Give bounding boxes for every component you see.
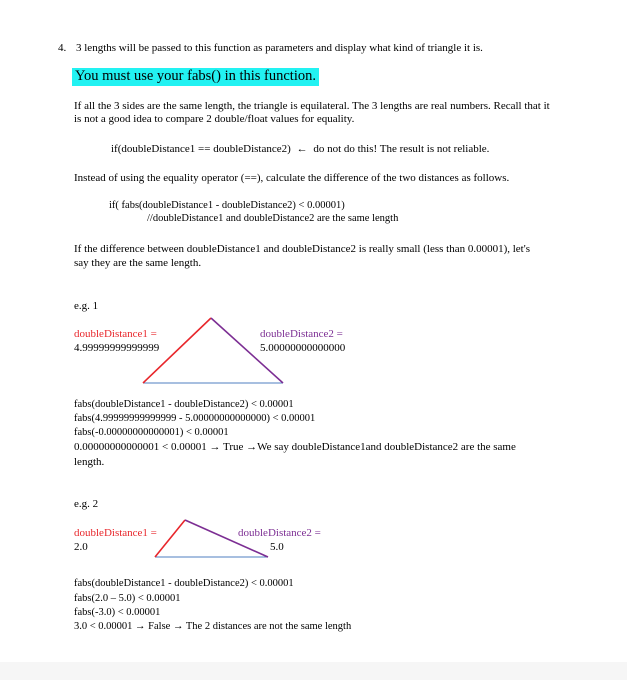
- example2-right-name: doubleDistance2 =: [238, 527, 321, 539]
- example2-right-side: [185, 520, 268, 557]
- example2-result: 3.0 < 0.00001 → False → The 2 distances are not the same length: [74, 621, 352, 632]
- example2-left-name: doubleDistance1 =: [74, 527, 157, 539]
- example1-step3: fabs(-0.00000000000001) < 0.00001: [74, 427, 229, 438]
- good-code-line1: if( fabs(doubleDistance1 - doubleDistance2) < 0.00001): [109, 200, 345, 211]
- example1-left-value: 4.99999999999999: [74, 342, 160, 354]
- para1-line1: If all the 3 sides are the same length, the triangle is equilateral. The 3 lengths are real numbers. Recall that it: [74, 100, 550, 112]
- example2-step3: fabs(-3.0) < 0.00001: [74, 607, 161, 618]
- example2-left-value: 2.0: [74, 541, 88, 553]
- example2-step2: fabs(2.0 – 5.0) < 0.00001: [74, 593, 181, 604]
- example1-left-name: doubleDistance1 =: [74, 328, 157, 340]
- example2-right-value: 5.0: [270, 541, 284, 553]
- para1-line2: is not a good idea to compare 2 double/float values for equality.: [74, 113, 355, 125]
- example1-right-name: doubleDistance2 =: [260, 328, 343, 340]
- question-number: 4.: [58, 42, 67, 54]
- good-code-line2: //doubleDistance1 and doubleDistance2 are the same length: [147, 213, 399, 224]
- example2-label: e.g. 2: [74, 498, 99, 510]
- example1-result-line1: 0.00000000000001 < 0.00001 → True →We say doubleDistance1and doubleDistance2 are the same: [74, 441, 516, 453]
- bad-code-expression: if(doubleDistance1 == doubleDistance2): [111, 143, 291, 155]
- example2-left-side: [155, 520, 185, 557]
- example2-step1: fabs(doubleDistance1 - doubleDistance2) < 0.00001: [74, 578, 294, 589]
- bad-code-note: do not do this! The result is not reliable.: [313, 143, 490, 155]
- para3-line1: If the difference between doubleDistance1 and doubleDistance2 is really small (less than 0.00001), let's: [74, 243, 530, 255]
- example1-right-value: 5.00000000000000: [260, 342, 346, 354]
- fabs-requirement-highlight: You must use your fabs() in this function.: [72, 68, 319, 86]
- para3-line2: say they are the same length.: [74, 257, 202, 269]
- question-text: 3 lengths will be passed to this function as parameters and display what kind of triangle it is.: [76, 42, 483, 54]
- example1-label: e.g. 1: [74, 300, 99, 312]
- example1-step2: fabs(4.99999999999999 - 5.00000000000000) < 0.00001: [74, 413, 316, 424]
- example1-step1: fabs(doubleDistance1 - doubleDistance2) < 0.00001: [74, 399, 294, 410]
- para2: Instead of using the equality operator (==), calculate the difference of the two distances as follows.: [74, 172, 510, 184]
- left-arrow-icon: ←: [296, 143, 308, 155]
- page-bottom-edge: [0, 662, 627, 680]
- example1-result-line2: length.: [74, 456, 105, 468]
